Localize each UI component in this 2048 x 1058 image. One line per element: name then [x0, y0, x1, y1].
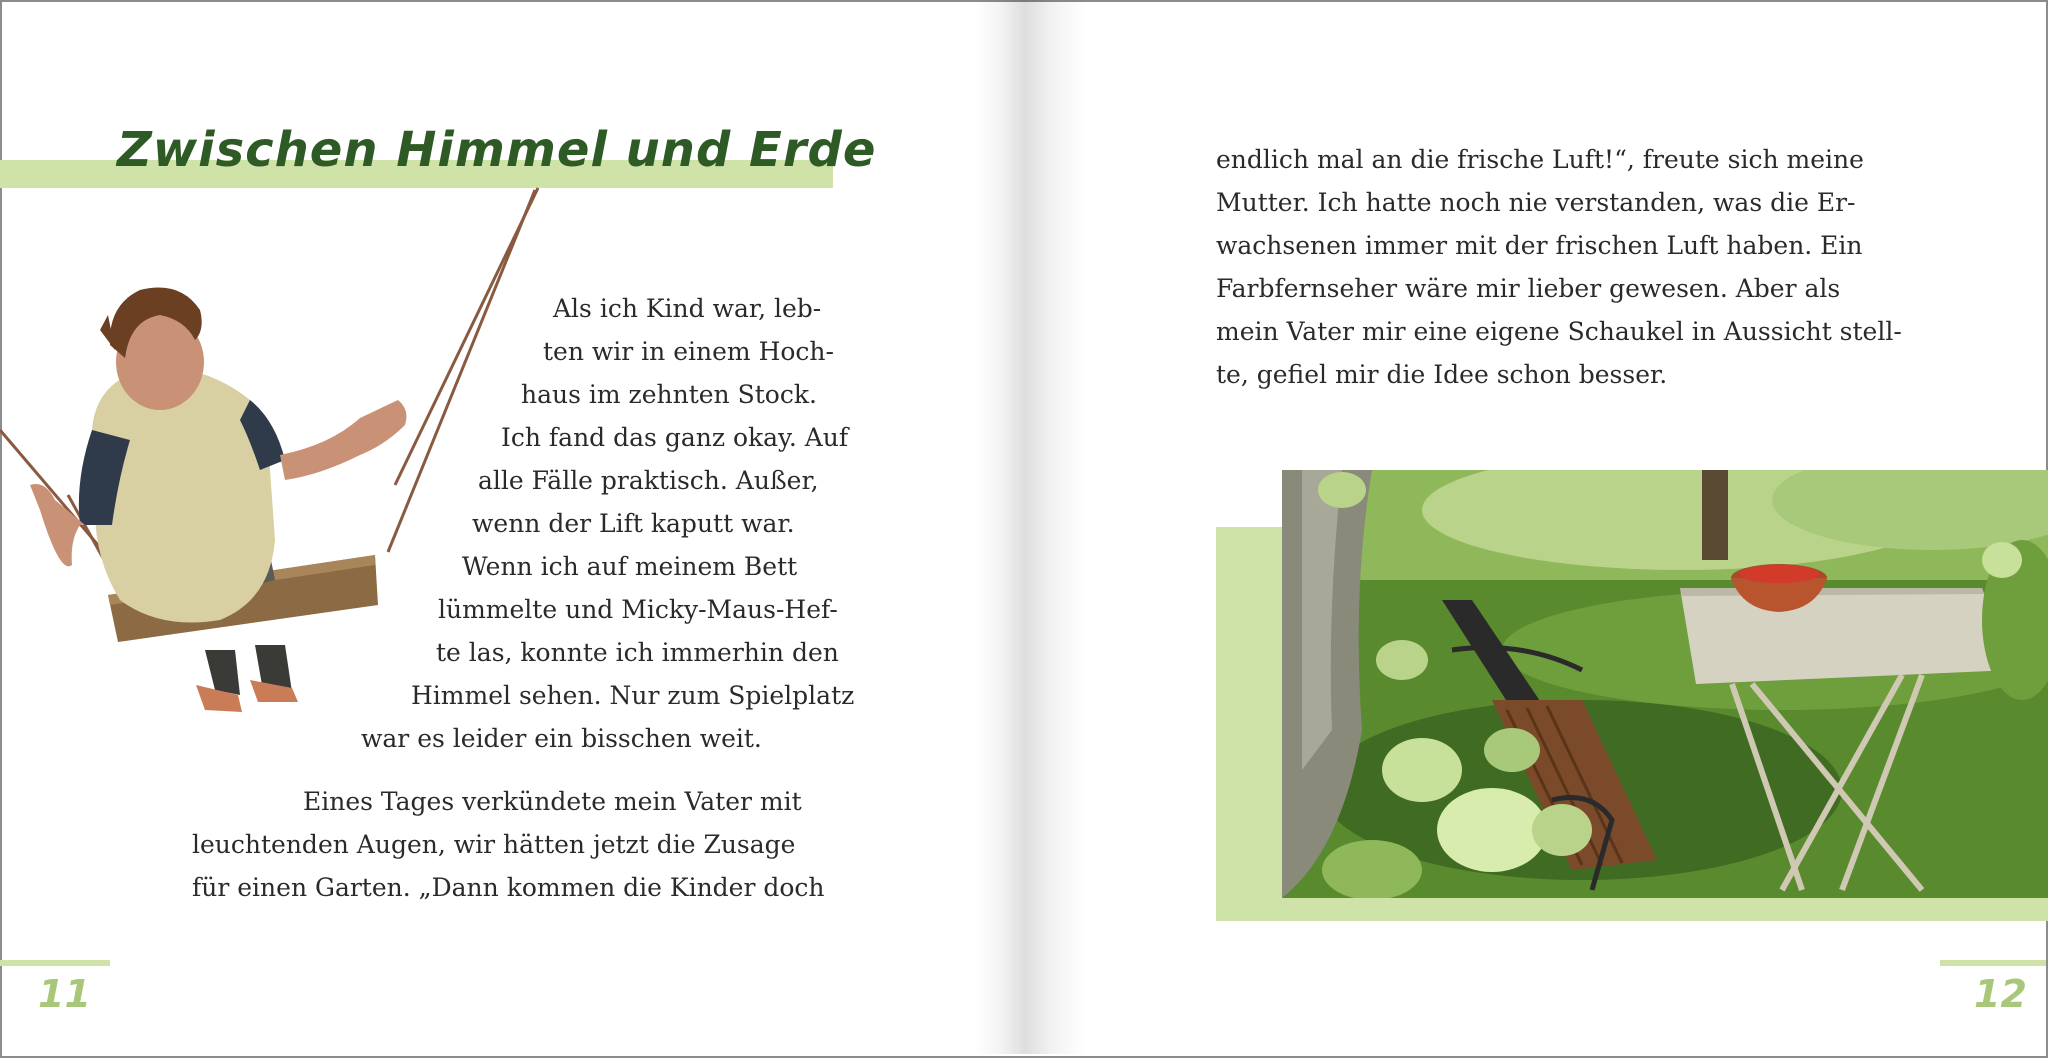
text-line: Himmel sehen. Nur zum Spielplatz	[411, 681, 855, 710]
text-line: ten wir in einem Hoch-	[543, 337, 834, 366]
text-line: haus im zehnten Stock.	[521, 380, 817, 409]
text-line: für einen Garten. „Dann kommen die Kinder doch	[192, 873, 825, 902]
page-number: 12	[1974, 972, 2027, 1016]
text-line: Ich fand das ganz okay. Auf	[501, 423, 849, 452]
text-line: wachsenen immer mit der frischen Luft haben. Ein	[1216, 231, 1863, 260]
text-line: te, gefiel mir die Idee schon besser.	[1216, 360, 1668, 389]
folio-bar	[1940, 960, 2046, 966]
page-number: 11	[38, 972, 91, 1016]
text-line: Als ich Kind war, leb-	[553, 294, 822, 323]
text-line: Wenn ich auf meinem Bett	[462, 552, 798, 581]
text-line: alle Fälle praktisch. Außer,	[478, 466, 819, 495]
text-line: endlich mal an die frische Luft!“, freute sich meine	[1216, 145, 1864, 174]
garden-scene-illustration	[1282, 470, 2048, 898]
text-line: wenn der Lift kaputt war.	[472, 509, 795, 538]
text-line: Eines Tages verkündete mein Vater mit	[303, 787, 802, 816]
chapter-title: Zwischen Himmel und Erde	[117, 122, 877, 178]
text-line: Farbfernseher wäre mir lieber gewesen. Aber als	[1216, 274, 1841, 303]
text-line: Mutter. Ich hatte noch nie verstanden, was die Er-	[1216, 188, 1856, 217]
text-line: lümmelte und Micky-Maus-Hef-	[438, 595, 838, 624]
text-line: te las, konnte ich immerhin den	[436, 638, 839, 667]
folio-bar	[0, 960, 110, 966]
text-line: war es leider ein bisschen weit.	[361, 724, 762, 753]
garden-photo	[1282, 470, 2048, 898]
left-page	[0, 0, 1000, 1054]
text-line: mein Vater mir eine eigene Schaukel in Aussicht stell-	[1216, 317, 1902, 346]
text-line: leuchtenden Augen, wir hätten jetzt die Zusage	[192, 830, 796, 859]
